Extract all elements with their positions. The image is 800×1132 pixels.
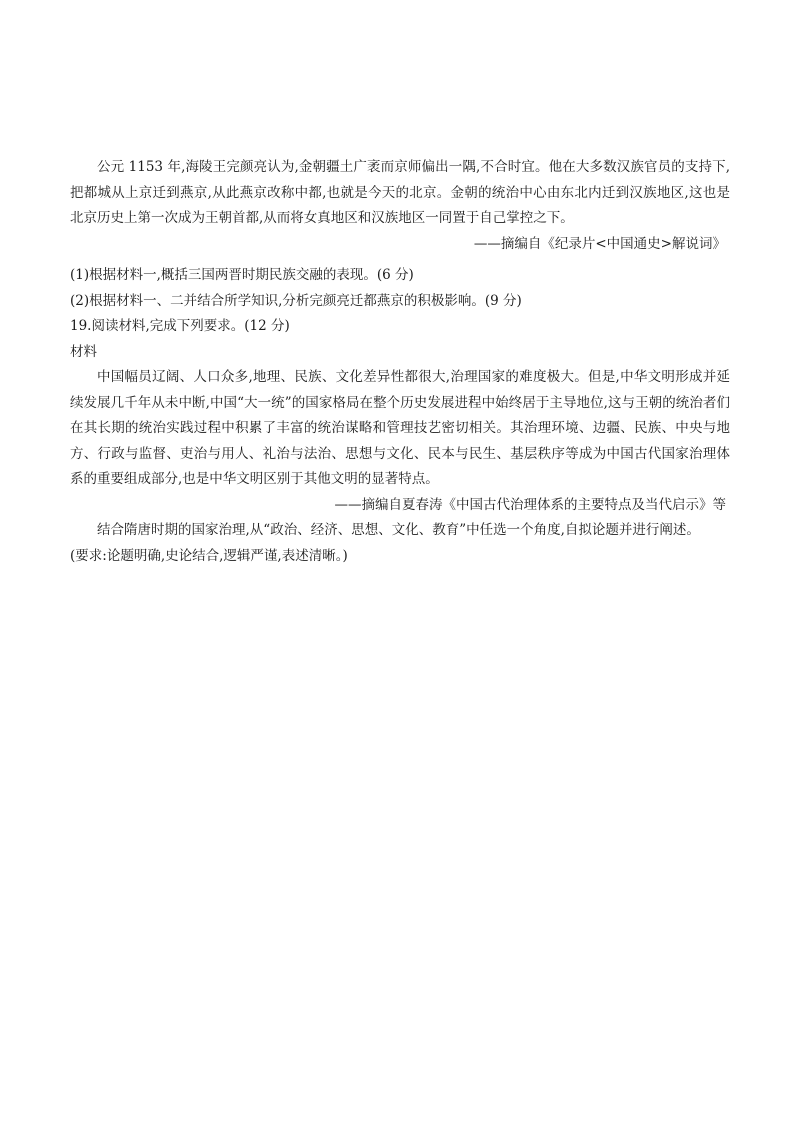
question-18-2: (2)根据材料一、二并结合所学知识,分析完颜亮迁都燕京的积极影响。(9 分) [70, 292, 522, 309]
question-19-title: 19.阅读材料,完成下列要求。(12 分) [70, 318, 290, 334]
material-label: 材料 [70, 343, 97, 360]
page-content [70, 155, 730, 569]
question-19-requirement: (要求:论题明确,史论结合,逻辑严谨,表述清晰。) [70, 547, 348, 564]
passage-1-source: ——摘编自《纪录片<中国通史>解说词》 [473, 235, 726, 252]
question-19-instruction: 结合隋唐时期的国家治理,从“政治、经济、思想、文化、教育”中任选一个角度,自拟论题并进行阐述。 [97, 522, 700, 538]
question-19-material-text: 中国幅员辽阔、人口众多,地理、民族、文化差异性都很大,治理国家的难度极大。但是,中华文明形成并延续发展几千年从未中断,中国“大一统”的国家格局在整个历史发展进程中始终居于主导地位,这与王朝的统治者们在其长期的统治实践过程中积累了丰富的统治谋略和管理技艺密切相关。其治理环境、边疆、民族、中央与地方、行政与监督、吏治与用人、礼治与法治、思想与文化、民本与民生、基层秩序等成为中国古代国家治理体系的重要组成部分,也是中华文明区别于其他文明的显著特点。 [70, 369, 730, 487]
question-18-1: (1)根据材料一,概括三国两晋时期民族交融的表现。(6 分) [70, 267, 414, 283]
passage-1-text: 公元 1153 年,海陵王完颜亮认为,金朝疆土广袤而京师偏出一隅,不合时宜。他在大多数汉族官员的支持下,把都城从上京迁到燕京,从此燕京改称中都,也就是今天的北京。金朝的统治中心由东北内迁到汉族地区,这也是北京历史上第一次成为王朝首都,从而将女真地区和汉族地区一同置于自己掌控之下。 [70, 159, 730, 226]
question-19-source: ——摘编自夏春涛《中国古代治理体系的主要特点及当代启示》等 [334, 496, 726, 513]
